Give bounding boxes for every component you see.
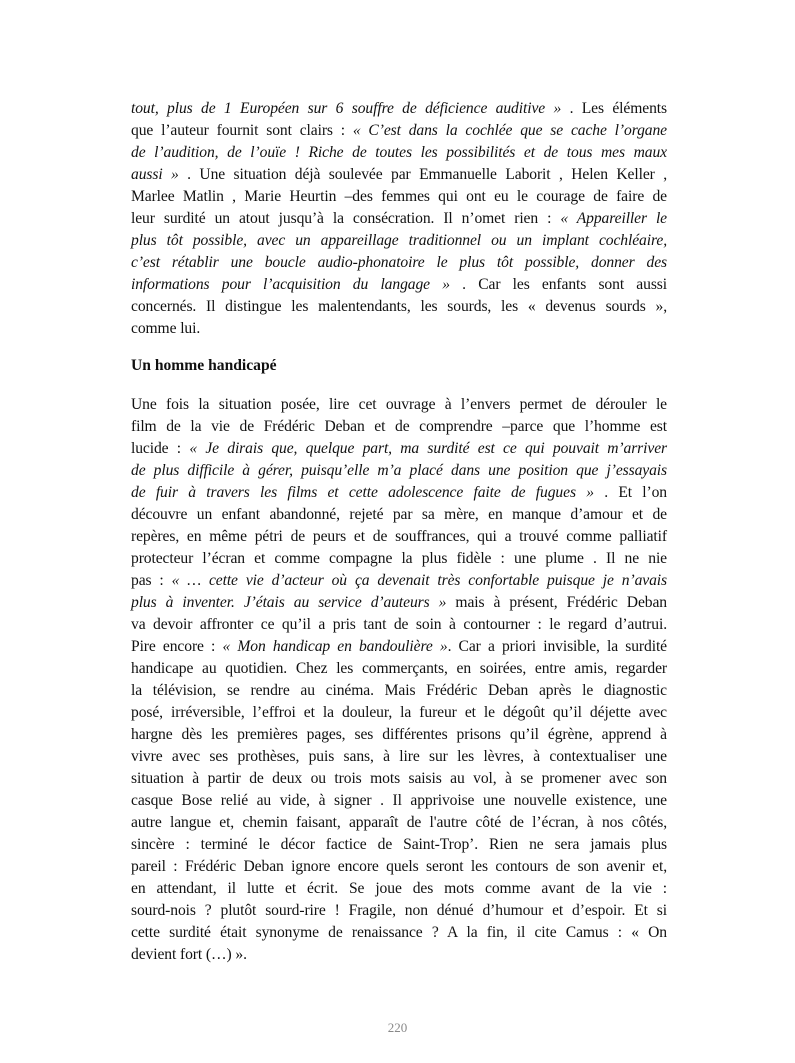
text-line bbox=[131, 296, 667, 318]
body-text: posé, irréversible, l’effroi et la douleur, la fureur et le dégoût qu’il déjette avec bbox=[131, 704, 667, 721]
body-text: la télévision, se rendre au cinéma. Mais Frédéric Deban après le diagnostic bbox=[131, 682, 667, 699]
text-line bbox=[131, 768, 667, 790]
text-line bbox=[131, 482, 667, 504]
quoted-text: de l’audition, de l’ouïe ! Riche de toutes les possibilités et de tous mes maux bbox=[131, 144, 667, 161]
body-text: en attendant, il lutte et écrit. Se joue des mots comme avant de la vie : bbox=[131, 880, 667, 897]
body-text: Marlee Matlin , Marie Heurtin –des femmes qui ont eu le courage de faire de bbox=[131, 188, 667, 205]
body-text: leur surdité un atout jusqu’à la consécration. Il n’omet rien : bbox=[131, 210, 561, 227]
body-text: cette surdité était synonyme de renaissance ? A la fin, il cite Camus : « On bbox=[131, 924, 667, 941]
body-text: va devoir affronter ce qu’il a pris tant de soin à contourner : le regard d’autrui. bbox=[131, 616, 667, 633]
quoted-text: « … cette vie d’acteur où ça devenait très confortable puisque je n’avais bbox=[171, 572, 667, 589]
quoted-text: tout, plus de 1 Européen sur 6 souffre de déficience auditive » bbox=[131, 100, 562, 117]
text-line bbox=[131, 504, 667, 526]
text-line bbox=[131, 438, 667, 460]
body-text: Pire encore : bbox=[131, 638, 223, 655]
body-text: situation à partir de deux ou trois mots saisis au vol, à se promener avec son bbox=[131, 770, 667, 787]
body-text: comme lui. bbox=[131, 320, 201, 337]
text-line bbox=[131, 944, 667, 966]
body-text: hargne dès les premières pages, ses différentes prisons qu’il égrène, apprend à bbox=[131, 726, 667, 743]
text-line bbox=[131, 318, 667, 340]
body-text: Une fois la situation posée, lire cet ouvrage à l’envers permet de dérouler le bbox=[131, 396, 667, 413]
text-line bbox=[131, 636, 667, 658]
text-line bbox=[131, 164, 667, 186]
section-heading: Un homme handicapé bbox=[131, 357, 277, 374]
text-line bbox=[131, 274, 667, 296]
body-text: . Les éléments bbox=[561, 100, 667, 117]
text-line bbox=[131, 614, 667, 636]
text-line bbox=[131, 658, 667, 680]
text-line bbox=[131, 878, 667, 900]
paragraph-2 bbox=[131, 394, 667, 966]
text-line bbox=[131, 922, 667, 944]
text-line bbox=[131, 252, 667, 274]
quoted-text: « Appareiller le bbox=[560, 210, 667, 227]
body-text: lucide : bbox=[131, 440, 190, 457]
body-text: sincère : terminé le décor factice de Saint-Trop’. Rien ne sera jamais plus bbox=[131, 836, 667, 853]
body-text: vivre avec ses prothèses, puis sans, à lire sur les lèvres, à contextualiser une bbox=[131, 748, 667, 765]
quoted-text: « Je dirais que, quelque part, ma surdité est ce qui pouvait m’arriver bbox=[189, 440, 667, 457]
body-text: casque Bose relié au vide, à signer . Il apprivoise une nouvelle existence, une bbox=[131, 792, 667, 809]
quoted-text: plus tôt possible, avec un appareillage traditionnel ou un implant cochléaire, bbox=[131, 232, 667, 249]
text-line bbox=[131, 142, 667, 164]
body-text: . Car a priori invisible, la surdité bbox=[447, 638, 667, 655]
text-line bbox=[131, 394, 667, 416]
quoted-text: de plus difficile à gérer, puisqu’elle m’a placé dans une position que j’essayais bbox=[131, 462, 667, 479]
body-text: handicape au quotidien. Chez les commerçants, en soirées, entre amis, regarder bbox=[131, 660, 667, 677]
body-text: que l’auteur fournit sont clairs : bbox=[131, 122, 353, 139]
text-line bbox=[131, 98, 667, 120]
text-line bbox=[131, 746, 667, 768]
text-line bbox=[131, 724, 667, 746]
quoted-text: de fuir à travers les films et cette adolescence faite de fugues » bbox=[131, 484, 594, 501]
body-text: pas : bbox=[131, 572, 172, 589]
text-line bbox=[131, 900, 667, 922]
text-line bbox=[131, 416, 667, 438]
text-line bbox=[131, 570, 667, 592]
body-text: . Une situation déjà soulevée par Emmanuelle Laborit , Helen Keller , bbox=[178, 166, 667, 183]
text-line bbox=[131, 186, 667, 208]
body-text: mais à présent, Frédéric Deban bbox=[446, 594, 668, 611]
quoted-text: c’est rétablir une boucle audio-phonatoire le plus tôt possible, donner des bbox=[131, 254, 667, 271]
quoted-text: aussi » bbox=[131, 166, 179, 183]
body-text: film de la vie de Frédéric Deban et de comprendre –parce que l’homme est bbox=[131, 418, 667, 435]
text-line bbox=[131, 208, 667, 230]
text-line bbox=[131, 592, 667, 614]
quoted-text: informations pour l’acquisition du langage » bbox=[131, 276, 450, 293]
text-line bbox=[131, 812, 667, 834]
body-text: devient fort (…) ». bbox=[131, 946, 247, 963]
text-line bbox=[131, 680, 667, 702]
quoted-text: plus à inventer. J’étais au service d’auteurs » bbox=[131, 594, 447, 611]
body-text: pareil : Frédéric Deban ignore encore quels seront les contours de son avenir et, bbox=[131, 858, 667, 875]
text-line bbox=[131, 526, 667, 548]
text-line bbox=[131, 230, 667, 252]
body-text: . Car les enfants sont aussi bbox=[449, 276, 667, 293]
page-number: 220 bbox=[387, 1020, 408, 1035]
text-line bbox=[131, 120, 667, 142]
body-text: repères, en même pétri de peurs et de souffrances, qui a trouvé comme palliatif bbox=[131, 528, 667, 545]
quoted-text: « Mon handicap en bandoulière » bbox=[222, 638, 448, 655]
text-line bbox=[131, 834, 667, 856]
text-line bbox=[131, 548, 667, 570]
body-text: autre langue et, chemin faisant, apparaît de l'autre côté de l’écran, à nos côtés, bbox=[131, 814, 667, 831]
text-line bbox=[131, 702, 667, 724]
body-text: découvre un enfant abandonné, rejeté par sa mère, en manque d’amour et de bbox=[131, 506, 667, 523]
quoted-text: « C’est dans la cochlée que se cache l’organe bbox=[352, 122, 667, 139]
body-text: . Et l’on bbox=[593, 484, 668, 501]
body-text: protecteur l’écran et comme compagne la plus fidèle : une plume . Il ne nie bbox=[131, 550, 667, 567]
text-line bbox=[131, 790, 667, 812]
text-line bbox=[131, 460, 667, 482]
paragraph-1 bbox=[131, 98, 667, 340]
body-text: sourd-nois ? plutôt sourd-rire ! Fragile, non dénué d’humour et d’espoir. Et si bbox=[131, 902, 667, 919]
text-line bbox=[131, 856, 667, 878]
body-text: concernés. Il distingue les malentendants, les sourds, les « devenus sourds », bbox=[131, 298, 667, 315]
